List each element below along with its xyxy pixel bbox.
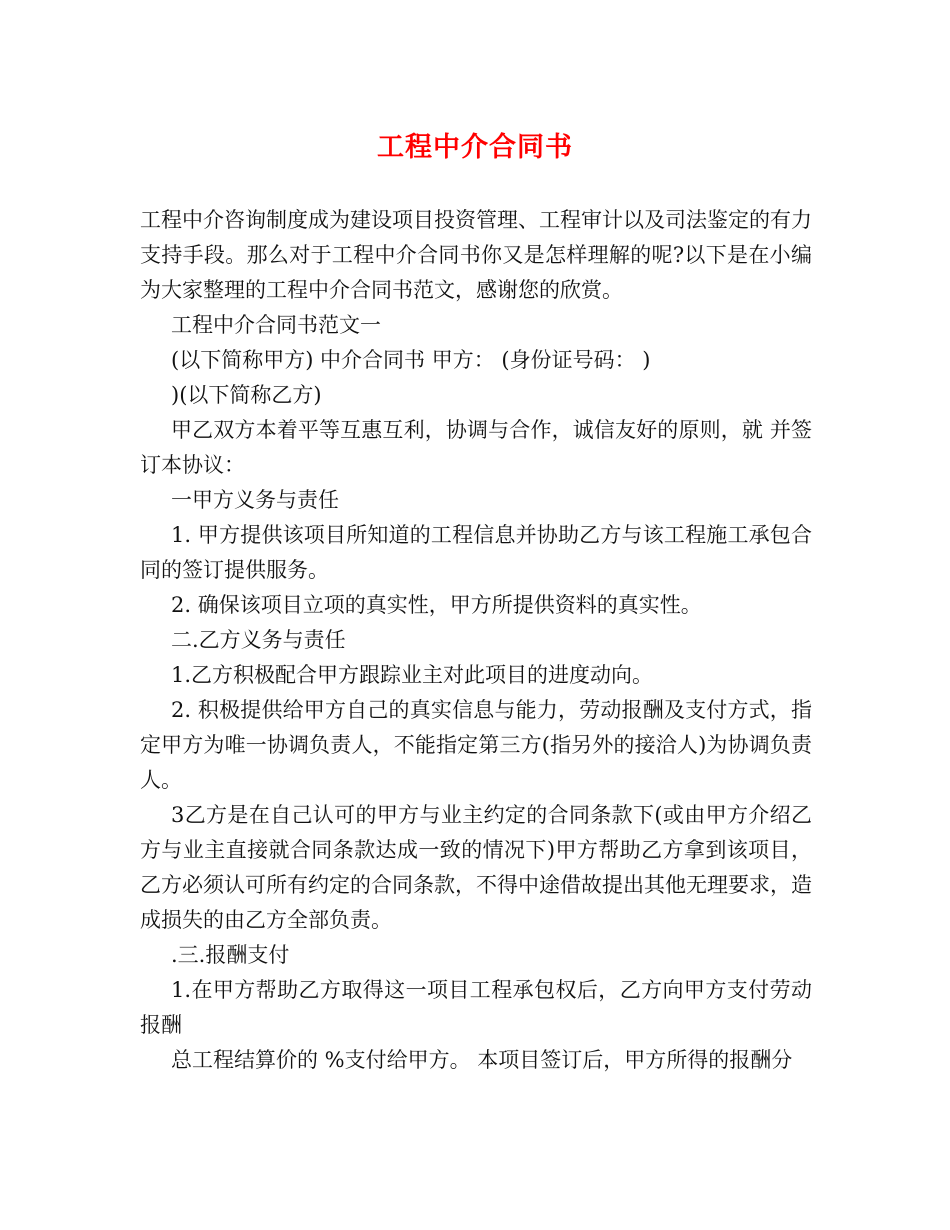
section-heading-party-b-duties: 二.乙方义务与责任	[171, 628, 346, 652]
section-heading-party-a-duties: 一甲方义务与责任	[171, 488, 339, 512]
section-heading-sample-one: 工程中介合同书范文一	[171, 313, 381, 337]
party-a-clause-1: 1. 甲方提供该项目所知道的工程信息并协助乙方与该工程施工承包合同的签订提供服务。	[140, 523, 812, 582]
party-b-clause-1: 1.乙方积极配合甲方跟踪业主对此项目的进度动向。	[171, 663, 654, 687]
document-body	[140, 203, 812, 1078]
payment-clause-continued: 总工程结算价的 %支付给甲方。 本项目签订后，甲方所得的报酬分	[171, 1048, 793, 1072]
party-b-clause-2: 2. 积极提供给甲方自己的真实信息与能力，劳动报酬及支付方式，指定甲方为唯一协调负责人，不能指定第三方(指另外的接洽人)为协调负责人。	[140, 698, 812, 792]
section-heading-payment: .三.报酬支付	[171, 943, 290, 967]
intro-paragraph: 工程中介咨询制度成为建设项目投资管理、工程审计以及司法鉴定的有力支持手段。那么对于工程中介合同书你又是怎样理解的呢?以下是在小编为大家整理的工程中介合同书范文，感谢您的欣赏。	[140, 208, 812, 302]
party-b-clause-3: 3乙方是在自己认可的甲方与业主约定的合同条款下(或由甲方介绍乙方与业主直接就合同条款达成一致的情况下)甲方帮助乙方拿到该项目，乙方必须认可所有约定的合同条款，不得中途借故提出其他无理要求，造成损失的由乙方全部负责。	[140, 803, 812, 932]
payment-clause-1: 1.在甲方帮助乙方取得这一项目工程承包权后，乙方向甲方支付劳动报酬	[140, 978, 812, 1037]
party-a-clause-2: 2. 确保该项目立项的真实性，甲方所提供资料的真实性。	[171, 593, 702, 617]
party-a-line: (以下简称甲方) 中介合同书 甲方： (身份证号码： )	[171, 348, 651, 372]
party-b-line: )(以下简称乙方)	[171, 383, 322, 407]
agreement-preamble: 甲乙双方本着平等互惠互利，协调与合作，诚信友好的原则，就 并签订本协议：	[140, 418, 812, 477]
document-title: 工程中介合同书	[377, 132, 573, 163]
